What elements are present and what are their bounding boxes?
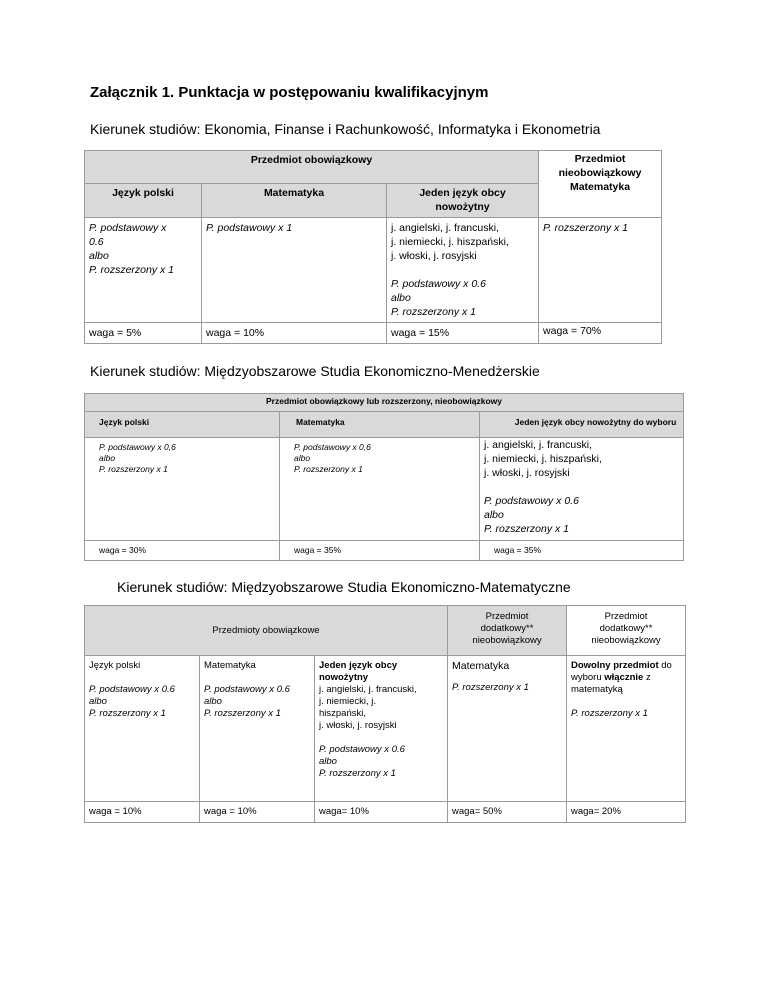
section1-cell-polish [85,218,202,323]
section3-cell-language [315,656,448,802]
section2-col-language: Jeden język obcy nowożytny do wyboru [480,412,684,438]
section3-cell-extra2 [567,656,686,802]
section3-extra1-header: Przedmiot dodatkowy** nieobowiązkowy [448,606,567,656]
section1-heading: Kierunek studiów: Ekonomia, Finanse i Rachunkowość, Informatyka i Ekonometria [90,121,601,137]
s2-lang-l6: P. rozszerzony x 1 [484,523,570,535]
section1-table [84,150,662,344]
section2-group-header: Przedmiot obowiązkowy lub rozszerzony, nieobowiązkowy [85,394,684,412]
section2-col-polish: Język polski [85,412,280,438]
s2-lang-l4: P. podstawowy x 0.6 [484,495,579,507]
section1-optional-subject: Matematyka [569,181,631,193]
s3-extra2-c: włącznie [604,672,644,683]
s3-lang-l6: albo [319,756,337,767]
section3-cell-polish [85,656,200,802]
section3-heading: Kierunek studiów: Międzyobszarowe Studia Ekonomiczno-Matematyczne [117,579,571,595]
section1-weight-optional: waga = 70% [539,323,662,344]
section1-group-header: Przedmiot obowiązkowy [85,151,539,184]
s1-polish-l4: P. rozszerzony x 1 [89,264,175,276]
s3-math-l2: albo [204,696,222,707]
s2-lang-l2: j. niemiecki, j. hiszpański, [484,453,602,465]
section1-col-language: Jeden język obcy nowożytny [387,184,539,218]
s1-lang-l1: j. angielski, j. francuski, [391,222,499,234]
section2-weight-language: waga = 35% [480,541,684,561]
s1-lang-l3: j. włoski, j. rosyjski [391,250,477,262]
s3-lang-l1: j. angielski, j. francuski, [319,684,417,695]
s3-col-extra1: Matematyka [452,660,510,672]
s3-polish-l1: P. podstawowy x 0.6 [89,684,175,695]
s3-extra2-b: do wyboru [571,660,672,683]
s3-lang-l7: P. rozszerzony x 1 [319,768,396,779]
s1-polish-l3: albo [89,250,109,262]
s1-lang-l5: albo [391,292,411,304]
section2-cell-polish [85,438,280,541]
s3-extra2-a: Dowolny przedmiot [571,660,659,671]
s3-col-language: Jeden język obcy nowożytny [319,660,398,683]
section1-col-polish: Język polski [85,184,202,218]
section3-weight-extra1: waga= 50% [448,802,567,823]
s2-math-l2: albo [294,453,311,463]
section1-col-math: Matematyka [202,184,387,218]
section1-weight-language: waga = 15% [387,323,539,344]
section3-extra2-header: Przedmiot dodatkowy** nieobowiązkowy [567,606,686,656]
section1-weight-polish: waga = 5% [85,323,202,344]
section2-weight-math: waga = 35% [280,541,480,561]
s2-lang-l3: j. włoski, j. rosyjski [484,467,570,479]
s3-col-polish: Język polski [89,660,141,671]
section3-group-header: Przedmioty obowiązkowe [85,606,448,656]
s1-lang-l4: P. podstawowy x 0.6 [391,278,486,290]
s2-lang-l1: j. angielski, j. francuski, [484,439,592,451]
s2-polish-l3: P. rozszerzony x 1 [99,464,168,474]
s2-polish-l1: P. podstawowy x 0,6 [99,442,176,452]
section2-table [84,393,684,561]
section1-cell-language [387,218,539,323]
s3-col-math: Matematyka [204,660,256,671]
s3-lang-l2: j. niemiecki, j. [319,696,377,707]
section2-col-math: Matematyka [280,412,480,438]
section1-optional-header-label: Przedmiot nieobowiązkowy [558,153,642,179]
s1-polish-l1: P. podstawowy x [89,222,167,234]
s3-lang-l5: P. podstawowy x 0.6 [319,744,405,755]
s3-extra2-d: z matematyką [571,672,651,695]
section2-cell-language [480,438,684,541]
s3-math-l3: P. rozszerzony x 1 [204,708,281,719]
s2-math-l3: P. rozszerzony x 1 [294,464,363,474]
s3-lang-l3: hiszpański, [319,708,366,719]
s3-lang-l4: j. włoski, j. rosyjski [319,720,397,731]
s3-extra2-l1: P. rozszerzony x 1 [571,708,648,719]
section3-weight-polish: waga = 10% [85,802,200,823]
section1-cell-optional: P. rozszerzony x 1 [539,218,662,323]
s3-extra1-l1: P. rozszerzony x 1 [452,682,529,693]
section2-cell-math [280,438,480,541]
section2-heading: Kierunek studiów: Międzyobszarowe Studia Ekonomiczno-Menedżerskie [90,363,540,379]
section1-cell-math: P. podstawowy x 1 [202,218,387,323]
s3-polish-l3: P. rozszerzony x 1 [89,708,166,719]
section3-weight-extra2: waga= 20% [567,802,686,823]
s3-col-extra2 [571,660,681,696]
s2-polish-l2: albo [99,453,116,463]
s2-math-l1: P. podstawowy x 0,6 [294,442,371,452]
section1-weight-math: waga = 10% [202,323,387,344]
section3-weight-math: waga = 10% [200,802,315,823]
section3-table [84,605,686,823]
s1-polish-l2: 0.6 [89,236,104,248]
s3-math-l1: P. podstawowy x 0.6 [204,684,290,695]
section2-weight-polish: waga = 30% [85,541,280,561]
section3-cell-math [200,656,315,802]
section1-optional-header [539,151,662,218]
page-title: Załącznik 1. Punktacja w postępowaniu kwalifikacyjnym [90,84,489,101]
s2-lang-l5: albo [484,509,504,521]
s3-polish-l2: albo [89,696,107,707]
s1-lang-l2: j. niemiecki, j. hiszpański, [391,236,509,248]
s1-lang-l6: P. rozszerzony x 1 [391,306,477,318]
section3-cell-extra1 [448,656,567,802]
section3-weight-language: waga= 10% [315,802,448,823]
